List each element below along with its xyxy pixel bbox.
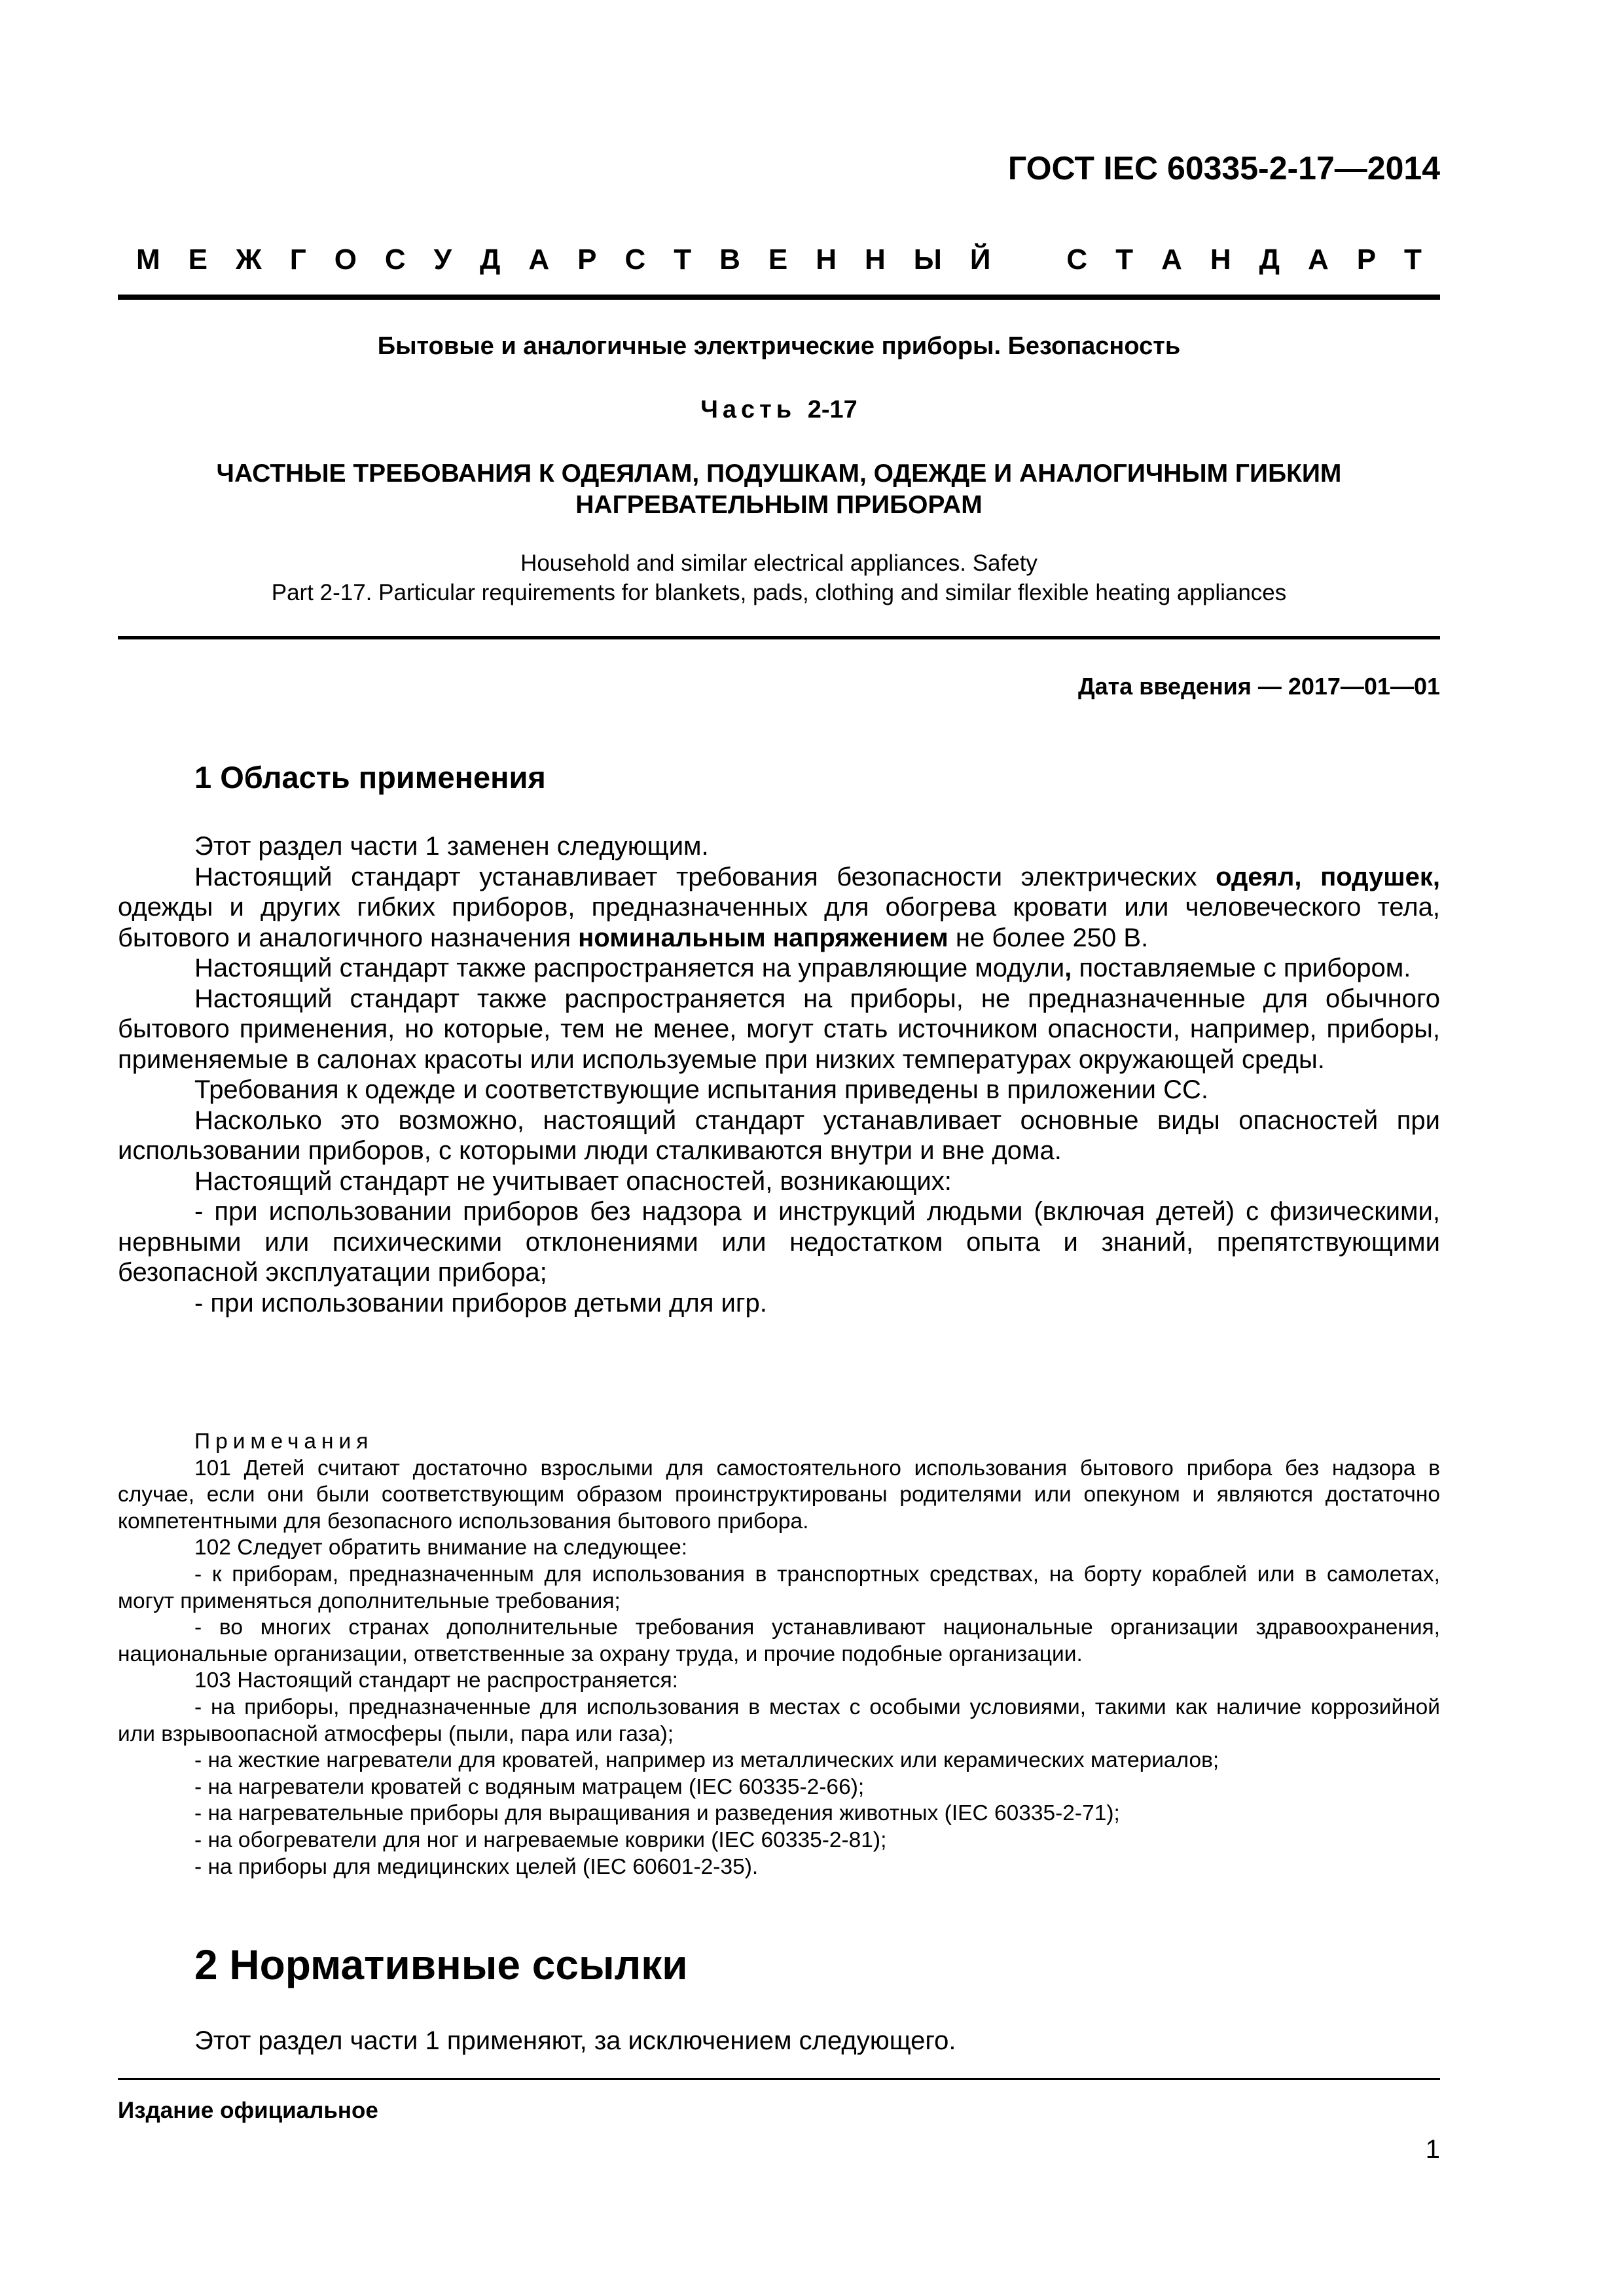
banner-letter: Р [1356, 243, 1377, 276]
text-span: не более 250 В. [948, 923, 1149, 952]
banner-letter: Г [289, 243, 306, 276]
note-item: 101 Детей считают достаточно взрослыми для самостоятельного использования бытового прибора без надзора в случае, если они были соответствующим образом проинструктированы родителями или опекуном и являются достаточно компетентными для безопасного использования бытового прибора. [118, 1456, 1440, 1534]
page-number: 1 [1425, 2135, 1440, 2164]
note-item: - на нагревательные приборы для выращивания и разведения животных (IEC 60335-2-71); [194, 1801, 1120, 1826]
banner-letter: М [136, 243, 160, 276]
part-label [118, 396, 1440, 424]
term-bold: , [1064, 954, 1072, 982]
title-divider [118, 636, 1440, 639]
note-item: - к приборам, предназначенным для использования в транспортных средствах, на борту кораблей или в самолетах, могут применяться дополнительные требования; [118, 1562, 1440, 1613]
banner-letter: А [1307, 243, 1329, 276]
banner-letter: Н [1210, 243, 1231, 276]
note-item: - на жесткие нагреватели для кроватей, например из металлических или керамических материалов; [194, 1748, 1219, 1773]
section-1-heading: 1 Область применения [194, 760, 546, 795]
english-title-line-1: Household and similar electrical appliances. Safety [520, 550, 1038, 576]
main-title-line-2: НАГРЕВАТЕЛЬНЫМ ПРИБОРАМ [575, 491, 983, 519]
banner-letter: Е [768, 243, 788, 276]
note-item: - на обогреватели для ног и нагреваемые коврики (IEC 60335-2-81); [194, 1827, 887, 1852]
banner-letter: Й [969, 243, 991, 276]
english-title-line-2: Part 2-17. Particular requirements for blankets, pads, clothing and similar flexible heating appliances [271, 580, 1287, 605]
section-1-body [118, 831, 1440, 1318]
main-title-line-1: ЧАСТНЫЕ ТРЕБОВАНИЯ К ОДЕЯЛАМ, ПОДУШКАМ, ОДЕЖДЕ И АНАЛОГИЧНЫМ ГИБКИМ [216, 459, 1342, 488]
interstate-standard-banner [118, 243, 1440, 276]
section-1-paragraph: - при использовании приборов без надзора и инструкций людьми (включая детей) с физическими, нервными или психическими отклонениями или недостатком опыта и знаний, препятствующими безопасной эксплуатации прибора; [118, 1197, 1440, 1287]
official-edition-label: Издание официальное [118, 2098, 378, 2123]
banner-letter: В [719, 243, 740, 276]
term-bold: номинальным напряжением [578, 923, 948, 952]
section-1-paragraph: Требования к одежде и соответствующие испытания приведены в приложении СС. [194, 1075, 1208, 1104]
banner-letter: А [1161, 243, 1182, 276]
part-number: 2-17 [807, 396, 857, 423]
standard-subtitle: Бытовые и аналогичные электрические приборы. Безопасность [377, 332, 1181, 360]
text-span: поставляемые с прибором. [1072, 954, 1411, 982]
section-2-body [118, 2026, 1440, 2056]
banner-letter: С [1066, 243, 1088, 276]
section-1-paragraph: Настоящий стандарт не учитывает опасностей, возникающих: [194, 1166, 952, 1196]
section-1-paragraph: Настоящий стандарт также распространяется на приборы, не предназначенные для обычного бытового применения, но которые, тем не менее, могут стать источником опасности, например, приборы, применяемые в салонах красоты или используемые при низких температурах окружающей среды. [118, 984, 1440, 1074]
notes-block [118, 1429, 1440, 1880]
banner-letter: Ж [235, 243, 262, 276]
text-span: одежды и других гибких приборов, предназначенных для обогрева кровати или человеческого тела, бытового и аналогичного назначения [118, 893, 1440, 952]
banner-letter: У [433, 243, 452, 276]
text-span: Настоящий стандарт также распространяется на управляющие модули [194, 954, 1065, 982]
banner-letter: Н [816, 243, 837, 276]
note-item: - во многих странах дополнительные требования устанавливают национальные организации здравоохранения, национальные организации, ответственные за охрану труда, и прочие подобные организации. [118, 1615, 1440, 1666]
introduction-date: Дата введения — 2017—01—01 [1077, 673, 1440, 700]
note-item: - на приборы для медицинских целей (IEC 60601-2-35). [194, 1854, 759, 1879]
header-divider [118, 295, 1440, 300]
banner-letter: Т [1115, 243, 1134, 276]
section-2-paragraph: Этот раздел части 1 применяют, за исключением следующего. [194, 2026, 956, 2055]
banner-letter: Н [865, 243, 886, 276]
term-bold: одеял, подушек, [1216, 862, 1440, 891]
banner-letter: Т [1404, 243, 1422, 276]
section-1-paragraph [118, 862, 1440, 954]
banner-letter: Д [480, 243, 501, 276]
banner-letter: А [528, 243, 550, 276]
banner-letter: Ы [913, 243, 942, 276]
footer-divider [118, 2078, 1440, 2080]
document-number: ГОСТ IEC 60335-2-17—2014 [1007, 150, 1440, 187]
banner-gap [1019, 243, 1038, 276]
note-item: 102 Следует обратить внимание на следующее: [194, 1535, 688, 1560]
section-1-paragraph: Этот раздел части 1 заменен следующим. [194, 832, 709, 861]
standard-main-title [118, 458, 1440, 521]
banner-letter: Т [674, 243, 692, 276]
banner-letter: Р [577, 243, 597, 276]
part-word: Часть [700, 396, 797, 423]
notes-title: Примечания [194, 1429, 374, 1454]
section-1-paragraph [118, 953, 1440, 984]
section-1-paragraph: - при использовании приборов детьми для игр. [194, 1288, 767, 1318]
english-title [118, 548, 1440, 607]
section-1-paragraph: Насколько это возможно, настоящий стандарт устанавливает основные виды опасностей при использовании приборов, с которыми люди сталкиваются внутри и вне дома. [118, 1105, 1440, 1165]
text-span: Настоящий стандарт устанавливает требования безопасности электрических [194, 862, 1216, 891]
note-item: - на нагреватели кроватей с водяным матрацем (IEC 60335-2-66); [194, 1774, 865, 1799]
banner-letter: О [334, 243, 357, 276]
section-2-heading: 2 Нормативные ссылки [194, 1941, 688, 1988]
banner-letter: С [384, 243, 406, 276]
banner-letter: С [624, 243, 646, 276]
banner-letter: Е [188, 243, 208, 276]
note-item: - на приборы, предназначенные для использования в местах с особыми условиями, такими как наличие коррозийной или взрывоопасной атмосферы (пыли, пара или газа); [118, 1695, 1440, 1746]
banner-letter: Д [1259, 243, 1280, 276]
note-item: 103 Настоящий стандарт не распространяется: [194, 1668, 678, 1693]
